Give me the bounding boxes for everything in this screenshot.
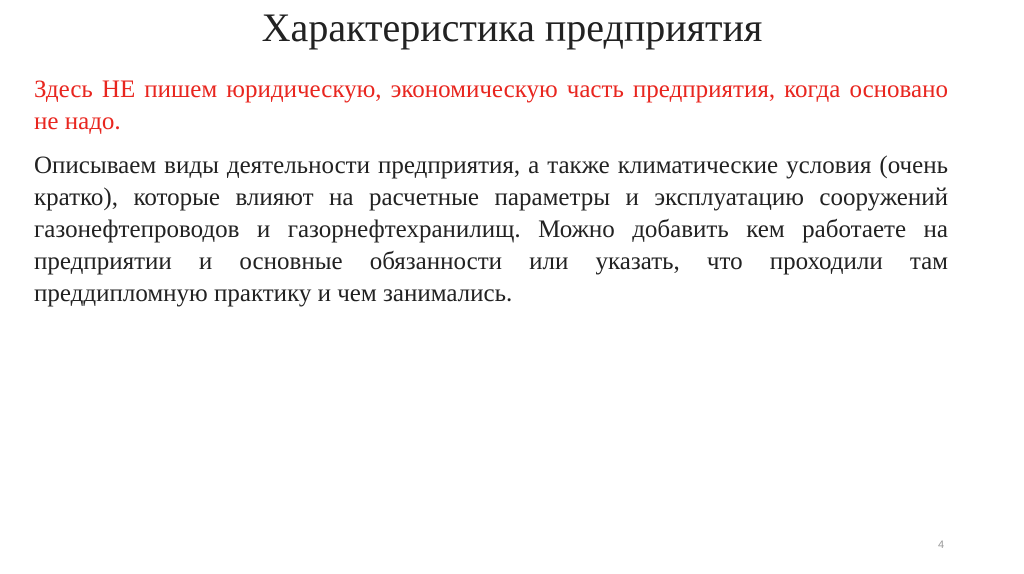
slide-body <box>34 74 948 310</box>
page-number: 4 <box>937 539 945 551</box>
description-paragraph: Описываем виды деятельности предприятия, а также климатические условия (очень кратко), которые влияют на расчетные параметры и эксплуатацию сооружений газонефтепроводов и газорнефтехранилищ. Можно добавить кем работаете на предприятии и основные обязанности или указать, что проходили там преддипломную практику и чем занимались. <box>34 152 948 307</box>
note-paragraph: Здесь НЕ пишем юридическую, экономическую часть предприятия, когда основано не надо. <box>34 76 948 135</box>
slide-title: Характеристика предприятия <box>261 5 763 50</box>
